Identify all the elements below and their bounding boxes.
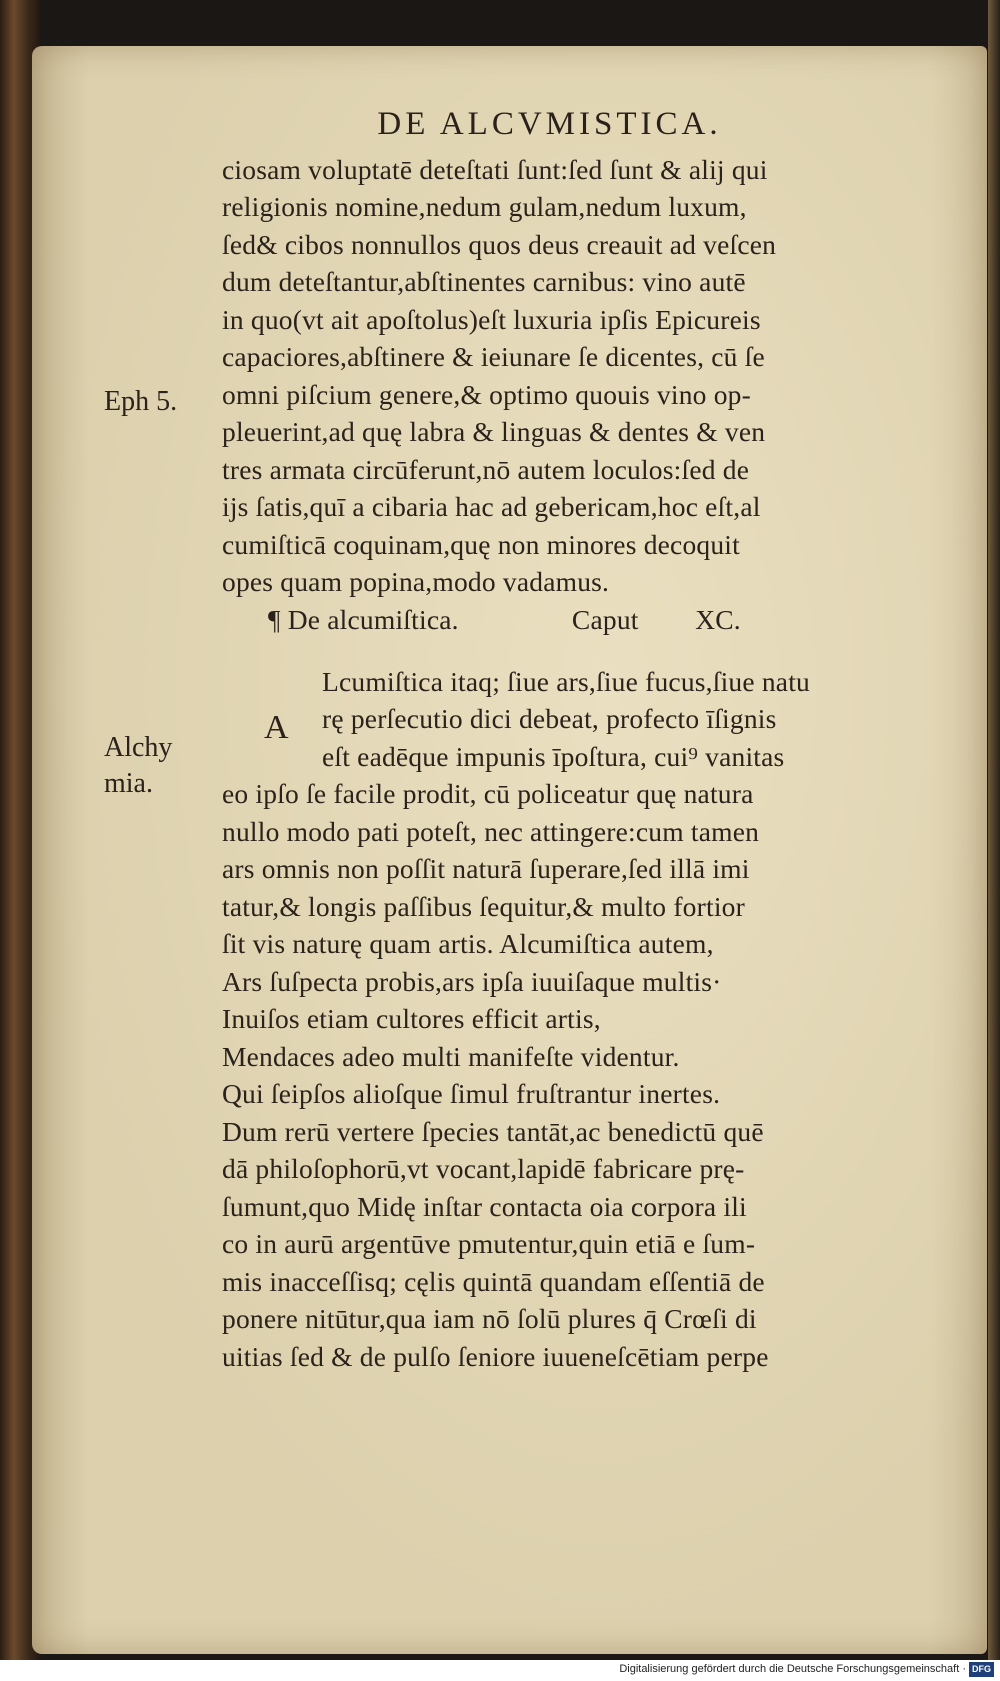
drop-cap-initial: A [264,709,289,746]
verse-line-1: Ars ſuſpecta probis,ars ipſa iuuiſaque multis· [222,966,722,997]
text-line-31: ponere nitūtur,qua iam nō ſolū plures q̄ Crœſi di [222,1303,757,1334]
text-line-6: capaciores,abſtinere & ieiunare ſe dicentes, cū ſe [222,341,765,372]
text-line-10: ijs ſatis,quī a cibaria hac ad gebericam,hoc eſt,al [222,491,761,522]
verse-line-4: Qui ſeipſos alioſque ſimul fruſtrantur inertes. [222,1078,721,1109]
text-line-3: ſed& cibos nonnullos quos deus creauit ad veſcen [222,229,777,260]
text-line-21: ſit vis naturę quam artis. Alcumiſtica autem, [222,928,714,959]
dfg-logo: DFG [969,1662,994,1677]
text-line-18: nullo modo pati poteſt, nec attingere:cum tamen [222,816,760,847]
text-line-9: tres armata circūferunt,nō autem loculos:ſed de [222,454,750,485]
text-line-4: dum deteſtantur,abſtinentes carnibus: vino autē [222,266,746,297]
margin-note-reference: Eph 5. [104,386,178,417]
text-line-16: eſt eadēque impunis īpoſtura, cui⁹ vanitas [322,741,785,772]
page-fore-edge [988,0,1000,1660]
text-line-19: ars omnis non poſſit naturā ſuperare,ſed illā imi [222,853,750,884]
verse-line-3: Mendaces adeo multi manifeſte videntur. [222,1041,680,1072]
text-line-1: ciosam voluptatē deteſtati ſunt:ſed ſunt & alij qui [222,154,768,185]
funding-credit: Digitalisierung gefördert durch die Deutsche Forschungsgemeinschaft · [619,1663,966,1675]
text-line-26: Dum rerū vertere ſpecies tantāt,ac benedictū quē [222,1116,764,1147]
chapter-heading: ¶ De alcumiſtica. Caput XC. [268,604,741,635]
book-page [32,46,987,1654]
text-line-20: tatur,& longis paſſibus ſequitur,& multo fortior [222,891,745,922]
running-head: DE ALCVMISTICA. [377,106,722,142]
text-line-7: omni piſcium genere,& optimo quouis vino op- [222,379,751,410]
text-line-12: opes quam popina,modo vadamus. [222,566,610,597]
text-line-17: eo ipſo ſe facile prodit, cū policeatur quę natura [222,778,754,809]
text-line-11: cumiſticā coquinam,quę non minores decoquit [222,529,740,560]
text-line-2: religionis nomine,nedum gulam,nedum luxum, [222,191,747,222]
text-line-27: dā philoſophorū,vt vocant,lapidē fabricare prę- [222,1153,745,1184]
margin-note-topic-line1: Alchy [104,732,173,763]
text-line-30: mis inacceſſisq; cęlis quintā quandam eſſentiā de [222,1266,765,1297]
verse-line-2: Inuiſos etiam cultores efficit artis, [222,1003,601,1034]
text-line-14: Lcumiſtica itaq; ſiue ars,ſiue fucus,ſiue natu [322,666,811,697]
text-line-15: rę perſecutio dici debeat, profecto īſignis [322,703,777,734]
text-line-5: in quo(vt ait apoſtolus)eſt luxuria ipſis Epicureis [222,304,761,335]
margin-note-topic-line2: mia. [104,768,153,799]
text-line-28: ſumunt,quo Midę inſtar contacta oia corpora ili [222,1191,747,1222]
text-line-8: pleuerint,ad quę labra & linguas & dentes & ven [222,416,766,447]
text-line-29: co in aurū argentūve pmutentur,quin etiā e ſum- [222,1228,756,1259]
text-line-32: uitias ſed & de pulſo ſeniore iuueneſcētiam perpe [222,1341,769,1372]
digitization-footer [0,1660,1000,1681]
